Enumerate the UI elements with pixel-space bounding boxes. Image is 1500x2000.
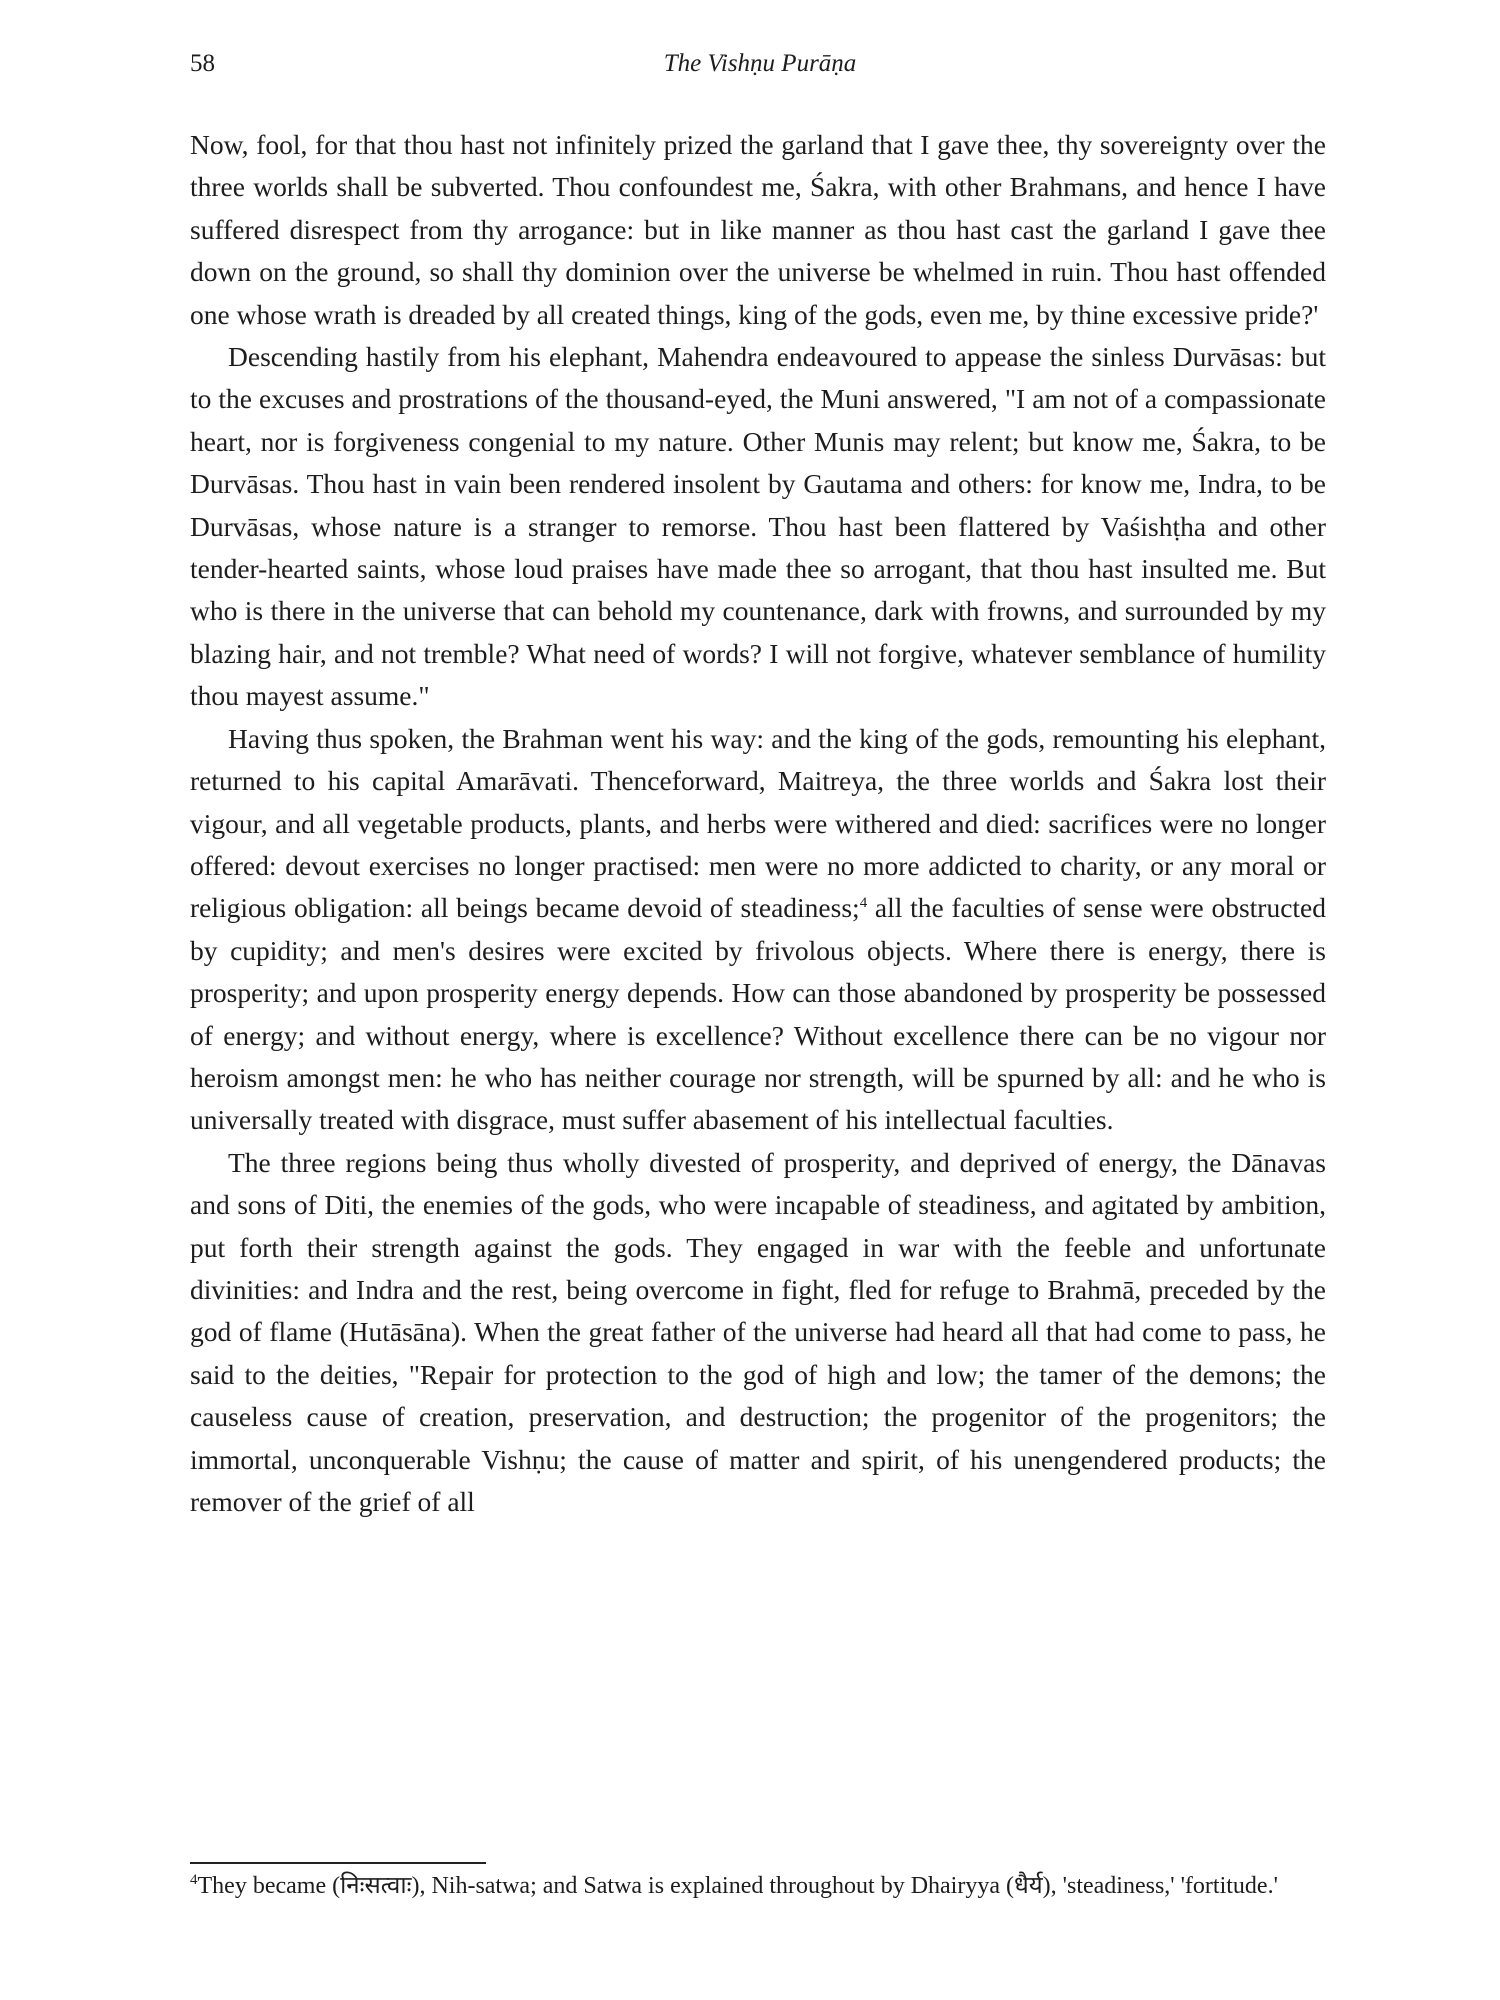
footnote bbox=[190, 1868, 1326, 1904]
paragraph-3-part-1: Having thus spoken, the Brahman went his way: and the king of the gods, remounting his elephant, returned to his capital Amarāvati. Thenceforward, Maitreya, the three worlds and Śakra lost their vigour, and all vegetable products, plants, and herbs were withered and died: sacrifices were no longer offered: devout exercises no longer practised: men were no more addicted to charity, or any moral or religious obligation: all beings became devoid of steadiness; bbox=[190, 722, 1326, 924]
paragraph-3 bbox=[190, 718, 1326, 1142]
body-text bbox=[190, 124, 1326, 1523]
footnote-text: They became (निःसत्वाः), Nih-satwa; and Satwa is explained throughout by Dhairyya (धैर्य), 'steadiness,' 'fortitude.' bbox=[197, 1873, 1278, 1899]
page-number: 58 bbox=[190, 50, 215, 77]
book-title: The Vishṇu Purāṇa bbox=[663, 50, 857, 77]
paragraph-3-part-2: all the faculties of sense were obstructed by cupidity; and men's desires were excited by frivolous objects. Where there is energy, there is prosperity; and upon prosperity energy depends. How can those abandoned by prosperity be possessed of energy; and without energy, where is excellence? Without excellence there can be no vigour nor heroism amongst men: he who has neither courage nor strength, will be spurned by all: and he who is universally treated with disgrace, must suffer abasement of his intellectual faculties. bbox=[190, 892, 1327, 1136]
paragraph-1: Now, fool, for that thou hast not infinitely prized the garland that I gave thee, thy sovereignty over the three worlds shall be subverted. Thou confoundest me, Śakra, with other Brahmans, and hence I have suffered disrespect from thy arrogance: but in like manner as thou hast cast the garland I gave thee down on the ground, so shall thy dominion over the universe be whelmed in ruin. Thou hast offended one whose wrath is dreaded by all created things, king of the gods, even me, by thine excessive pride?' bbox=[190, 129, 1326, 330]
running-head bbox=[190, 50, 1330, 90]
footnote-marker: 4 bbox=[190, 1872, 198, 1888]
footnote-reference[interactable]: 4 bbox=[859, 895, 868, 912]
paragraph-2: Descending hastily from his elephant, Mahendra endeavoured to appease the sinless Durvāsas: but to the excuses and prostrations of the thousand-eyed, the Muni answered, "I am not of a compassionate heart, nor is forgiveness congenial to my nature. Other Munis may relent; but know me, Śakra, to be Durvāsas. Thou hast in vain been rendered insolent by Gautama and others: for know me, Indra, to be Durvāsas, whose nature is a stranger to remorse. Thou hast been flattered by Vaśishṭha and other tender-hearted saints, whose loud praises have made thee so arrogant, that thou hast insulted me. But who is there in the universe that can behold my countenance, dark with frowns, and surrounded by my blazing hair, and not tremble? What need of words? I will not forgive, whatever semblance of humility thou mayest assume." bbox=[190, 341, 1326, 712]
footnote-divider bbox=[190, 1862, 486, 1864]
paragraph-4: The three regions being thus wholly divested of prosperity, and deprived of energy, the Dānavas and sons of Diti, the enemies of the gods, who were incapable of steadiness, and agitated by ambition, put forth their strength against the gods. They engaged in war with the feeble and unfortunate divinities: and Indra and the rest, being overcome in fight, fled for refuge to Brahmā, preceded by the god of flame (Hutāsāna). When the great father of the universe had heard all that had come to pass, he said to the deities, "Repair for protection to the god of high and low; the tamer of the demons; the causeless cause of creation, preservation, and destruction; the progenitor of the progenitors; the immortal, unconquerable Vishṇu; the cause of matter and spirit, of his unengendered products; the remover of the grief of all bbox=[190, 1146, 1326, 1517]
